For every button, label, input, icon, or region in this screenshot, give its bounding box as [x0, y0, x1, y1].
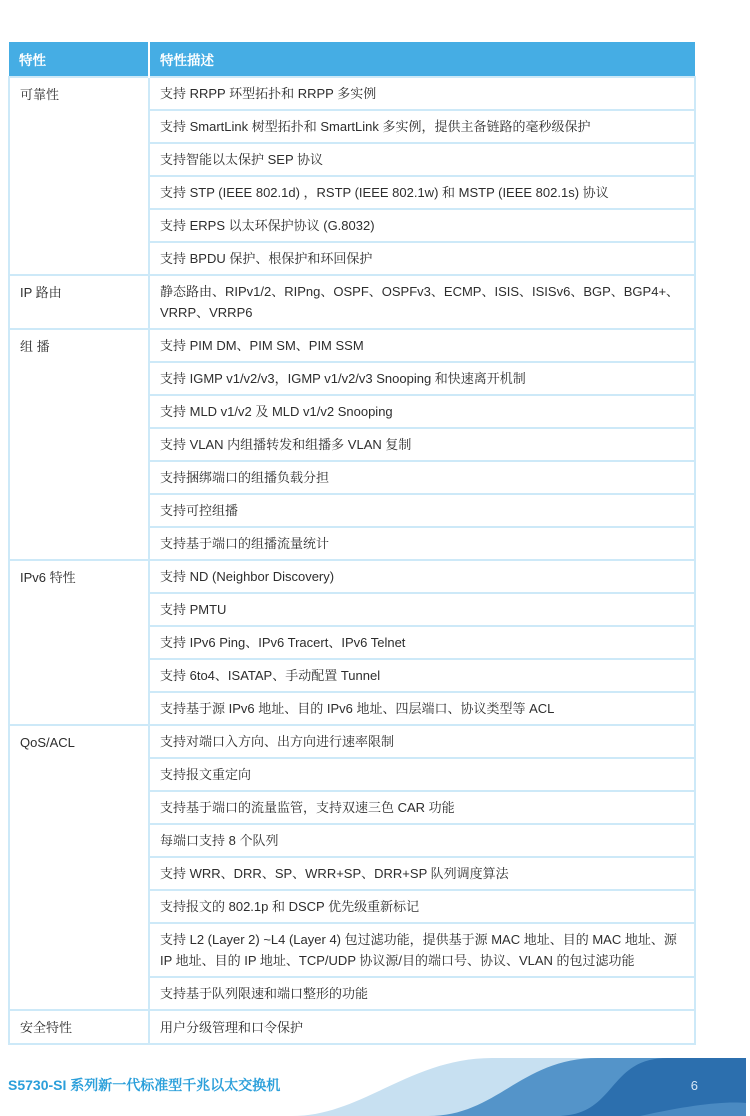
feature-description-cell: 支持 PMTU: [149, 593, 695, 626]
feature-category-cell: 安全特性: [9, 1010, 149, 1044]
feature-category-cell: 可靠性: [9, 77, 149, 275]
feature-description-cell: 支持 PIM DM、PIM SM、PIM SSM: [149, 329, 695, 362]
feature-description-cell: 支持 IPv6 Ping、IPv6 Tracert、IPv6 Telnet: [149, 626, 695, 659]
table-row: [9, 1010, 695, 1044]
feature-description-cell: 支持报文的 802.1p 和 DSCP 优先级重新标记: [149, 890, 695, 923]
table-header-description: 特性描述: [149, 42, 695, 77]
feature-description-cell: 支持 ND (Neighbor Discovery): [149, 560, 695, 593]
page-footer: [0, 1058, 750, 1116]
feature-description-cell: 支持 IGMP v1/v2/v3，IGMP v1/v2/v3 Snooping 和快速离开机制: [149, 362, 695, 395]
feature-description-cell: 支持 MLD v1/v2 及 MLD v1/v2 Snooping: [149, 395, 695, 428]
feature-description-cell: 支持 6to4、ISATAP、手动配置 Tunnel: [149, 659, 695, 692]
table-row: [9, 725, 695, 758]
table-header-row: [9, 42, 695, 77]
feature-description-cell: 支持 BPDU 保护、根保护和环回保护: [149, 242, 695, 275]
feature-description-cell: 支持基于源 IPv6 地址、目的 IPv6 地址、四层端口、协议类型等 ACL: [149, 692, 695, 725]
table-row: [9, 275, 695, 329]
feature-category-cell: 组 播: [9, 329, 149, 560]
feature-description-cell: 静态路由、RIPv1/2、RIPng、OSPF、OSPFv3、ECMP、ISIS、ISISv6、BGP、BGP4+、VRRP、VRRP6: [149, 275, 695, 329]
page-number: 6: [690, 1078, 698, 1093]
feature-description-cell: 支持 STP (IEEE 802.1d) ，RSTP (IEEE 802.1w) 和 MSTP (IEEE 802.1s) 协议: [149, 176, 695, 209]
feature-description-cell: 支持基于端口的流量监管，支持双速三色 CAR 功能: [149, 791, 695, 824]
feature-category-cell: IP 路由: [9, 275, 149, 329]
feature-table: [8, 42, 696, 1045]
feature-category-cell: QoS/ACL: [9, 725, 149, 1010]
feature-description-cell: 支持可控组播: [149, 494, 695, 527]
feature-description-cell: 每端口支持 8 个队列: [149, 824, 695, 857]
feature-description-cell: 支持报文重定向: [149, 758, 695, 791]
feature-description-cell: 支持捆绑端口的组播负载分担: [149, 461, 695, 494]
feature-description-cell: 支持对端口入方向、出方向进行速率限制: [149, 725, 695, 758]
feature-description-cell: 支持 ERPS 以太环保护协议 (G.8032): [149, 209, 695, 242]
table-row: [9, 560, 695, 593]
feature-description-cell: 支持 WRR、DRR、SP、WRR+SP、DRR+SP 队列调度算法: [149, 857, 695, 890]
table-row: [9, 77, 695, 110]
table-row: [9, 329, 695, 362]
feature-description-cell: 支持智能以太保护 SEP 协议: [149, 143, 695, 176]
table-header-feature: 特性: [9, 42, 149, 77]
feature-description-cell: 用户分级管理和口令保护: [149, 1010, 695, 1044]
feature-description-cell: 支持基于端口的组播流量统计: [149, 527, 695, 560]
feature-description-cell: 支持 L2 (Layer 2) ~L4 (Layer 4) 包过滤功能，提供基于源 MAC 地址、目的 MAC 地址、源 IP 地址、目的 IP 地址、TCP/UDP 协议源/目的端口号、协议、VLAN 的包过滤功能: [149, 923, 695, 977]
feature-description-cell: 支持 VLAN 内组播转发和组播多 VLAN 复制: [149, 428, 695, 461]
feature-description-cell: 支持基于队列限速和端口整形的功能: [149, 977, 695, 1010]
feature-description-cell: 支持 RRPP 环型拓扑和 RRPP 多实例: [149, 77, 695, 110]
feature-category-cell: IPv6 特性: [9, 560, 149, 725]
feature-description-cell: 支持 SmartLink 树型拓扑和 SmartLink 多实例，提供主备链路的毫秒级保护: [149, 110, 695, 143]
footer-doc-title: S5730-SI 系列新一代标准型千兆以太交换机: [8, 1077, 281, 1093]
